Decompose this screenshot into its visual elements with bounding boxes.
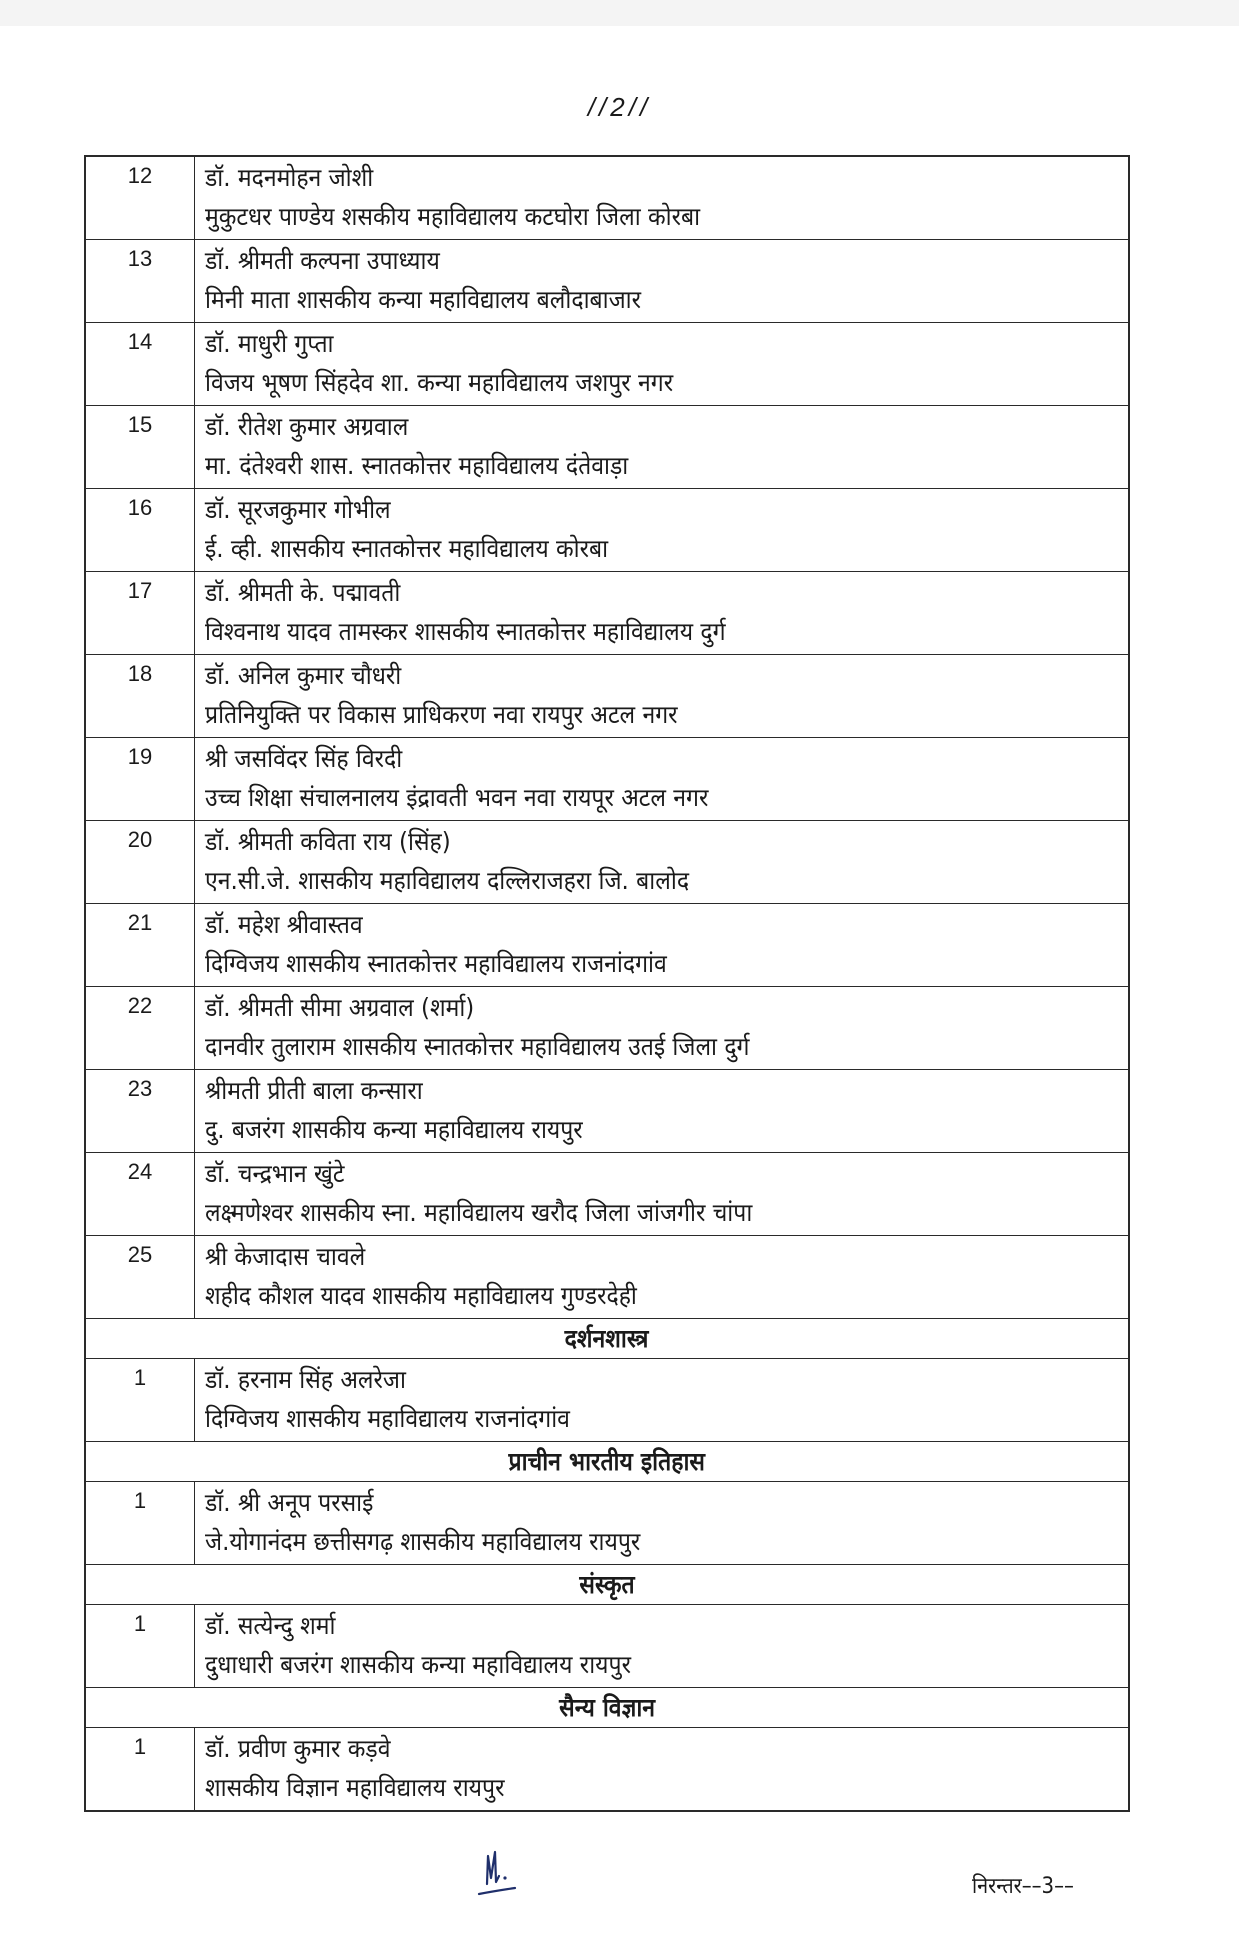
section-title-cell bbox=[85, 1442, 1129, 1482]
serial-number: 21 bbox=[85, 904, 195, 987]
institution-name: विश्वनाथ यादव तामस्कर शासकीय स्नातकोत्तर महाविद्यालय दुर्ग bbox=[205, 617, 726, 646]
person-name: डॉ. मदनमोहन जोशी bbox=[205, 163, 374, 192]
person-name: डॉ. श्रीमती कविता राय (सिंह) bbox=[205, 827, 451, 856]
table-row bbox=[85, 323, 1129, 406]
institution-name: दुधाधारी बजरंग शासकीय कन्या महाविद्यालय रायपुर bbox=[205, 1650, 631, 1679]
page-number-marker: //2// bbox=[587, 92, 652, 122]
table-row bbox=[85, 904, 1129, 987]
serial-number: 25 bbox=[85, 1236, 195, 1319]
person-name: श्री केजादास चावले bbox=[205, 1242, 366, 1271]
person-name: डॉ. महेश श्रीवास्तव bbox=[205, 910, 363, 939]
table-row bbox=[85, 1605, 1129, 1688]
person-name: डॉ. प्रवीण कुमार कड़वे bbox=[205, 1734, 391, 1763]
section-title-cell bbox=[85, 1688, 1129, 1728]
entry-details-cell bbox=[195, 406, 1130, 489]
serial-number: 16 bbox=[85, 489, 195, 572]
person-name: डॉ. श्रीमती के. पद्मावती bbox=[205, 578, 401, 607]
person-name: डॉ. श्रीमती कल्पना उपाध्याय bbox=[205, 246, 440, 275]
serial-number: 22 bbox=[85, 987, 195, 1070]
table-row bbox=[85, 821, 1129, 904]
institution-name: उच्च शिक्षा संचालनालय इंद्रावती भवन नवा रायपूर अटल नगर bbox=[205, 783, 709, 812]
section-title: प्राचीन भारतीय इतिहास bbox=[508, 1447, 706, 1476]
table-row bbox=[85, 572, 1129, 655]
institution-name: दिग्विजय शासकीय स्नातकोत्तर महाविद्यालय राजनांदगांव bbox=[205, 949, 667, 978]
table-row bbox=[85, 987, 1129, 1070]
person-name: डॉ. श्रीमती सीमा अग्रवाल (शर्मा) bbox=[205, 993, 475, 1022]
entry-details-cell bbox=[195, 1359, 1130, 1442]
entry-details-cell bbox=[195, 987, 1130, 1070]
continued-on-page-label: निरन्तर––3–– bbox=[972, 1874, 1074, 1899]
institution-name: दिग्विजय शासकीय महाविद्यालय राजनांदगांव bbox=[205, 1404, 570, 1433]
entry-details-cell bbox=[195, 572, 1130, 655]
section-header-row bbox=[85, 1442, 1129, 1482]
institution-name: शहीद कौशल यादव शासकीय महाविद्यालय गुण्डरदेही bbox=[205, 1281, 637, 1310]
section-header-row bbox=[85, 1688, 1129, 1728]
serial-number: 23 bbox=[85, 1070, 195, 1153]
institution-name: ई. व्ही. शासकीय स्नातकोत्तर महाविद्यालय कोरबा bbox=[205, 534, 609, 563]
institution-name: शासकीय विज्ञान महाविद्यालय रायपुर bbox=[205, 1773, 505, 1802]
section-title-cell bbox=[85, 1565, 1129, 1605]
table-row bbox=[85, 240, 1129, 323]
institution-name: विजय भूषण सिंहदेव शा. कन्या महाविद्यालय जशपुर नगर bbox=[205, 368, 674, 397]
table-body bbox=[85, 156, 1129, 1811]
table-row bbox=[85, 1482, 1129, 1565]
serial-number: 1 bbox=[85, 1482, 195, 1565]
serial-number: 1 bbox=[85, 1728, 195, 1812]
serial-number: 19 bbox=[85, 738, 195, 821]
person-name: डॉ. माधुरी गुप्ता bbox=[205, 329, 334, 358]
person-name: डॉ. हरनाम सिंह अलरेजा bbox=[205, 1365, 406, 1394]
entry-details-cell bbox=[195, 1153, 1130, 1236]
viewer-top-bar bbox=[0, 0, 1239, 26]
table-row bbox=[85, 1359, 1129, 1442]
serial-number: 14 bbox=[85, 323, 195, 406]
entry-details-cell bbox=[195, 821, 1130, 904]
table-row bbox=[85, 655, 1129, 738]
person-name: डॉ. चन्द्रभान खुंटे bbox=[205, 1159, 345, 1188]
table-row bbox=[85, 1728, 1129, 1812]
entry-details-cell bbox=[195, 1728, 1130, 1812]
signature-icon bbox=[475, 1842, 535, 1902]
serial-number: 1 bbox=[85, 1359, 195, 1442]
entry-details-cell bbox=[195, 1070, 1130, 1153]
serial-number: 15 bbox=[85, 406, 195, 489]
table-row bbox=[85, 406, 1129, 489]
person-name: श्रीमती प्रीती बाला कन्सारा bbox=[205, 1076, 423, 1105]
institution-name: मा. दंतेश्वरी शास. स्नातकोत्तर महाविद्यालय दंतेवाड़ा bbox=[205, 451, 629, 480]
serial-number: 12 bbox=[85, 156, 195, 240]
person-name: डॉ. श्री अनूप परसाई bbox=[205, 1488, 374, 1517]
section-title: सैन्य विज्ञान bbox=[559, 1693, 655, 1722]
entry-details-cell bbox=[195, 489, 1130, 572]
person-name: डॉ. सूरजकुमार गोभील bbox=[205, 495, 391, 524]
serial-number: 17 bbox=[85, 572, 195, 655]
serial-number: 1 bbox=[85, 1605, 195, 1688]
entry-details-cell bbox=[195, 156, 1130, 240]
entry-details-cell bbox=[195, 1236, 1130, 1319]
serial-number: 24 bbox=[85, 1153, 195, 1236]
institution-name: लक्ष्मणेश्वर शासकीय स्ना. महाविद्यालय खरौद जिला जांजगीर चांपा bbox=[205, 1198, 753, 1227]
section-header-row bbox=[85, 1565, 1129, 1605]
institution-name: मुकुटधर पाण्डेय शसकीय महाविद्यालय कटघोरा जिला कोरबा bbox=[205, 202, 701, 231]
entry-details-cell bbox=[195, 904, 1130, 987]
entry-details-cell bbox=[195, 240, 1130, 323]
entry-details-cell bbox=[195, 738, 1130, 821]
entry-details-cell bbox=[195, 655, 1130, 738]
table-row bbox=[85, 1153, 1129, 1236]
institution-name: प्रतिनियुक्ति पर विकास प्राधिकरण नवा रायपुर अटल नगर bbox=[205, 700, 678, 729]
table-row bbox=[85, 489, 1129, 572]
section-header-row bbox=[85, 1319, 1129, 1359]
entry-details-cell bbox=[195, 1605, 1130, 1688]
person-name: श्री जसविंदर सिंह विरदी bbox=[205, 744, 403, 773]
entry-details-cell bbox=[195, 323, 1130, 406]
institution-name: मिनी माता शासकीय कन्या महाविद्यालय बलौदाबाजार bbox=[205, 285, 642, 314]
table-row bbox=[85, 738, 1129, 821]
table-row bbox=[85, 156, 1129, 240]
serial-number: 20 bbox=[85, 821, 195, 904]
serial-number: 18 bbox=[85, 655, 195, 738]
institution-name: दु. बजरंग शासकीय कन्या महाविद्यालय रायपुर bbox=[205, 1115, 583, 1144]
section-title: संस्कृत bbox=[579, 1570, 635, 1599]
serial-number: 13 bbox=[85, 240, 195, 323]
person-name: डॉ. सत्येन्दु शर्मा bbox=[205, 1611, 336, 1640]
table-row bbox=[85, 1236, 1129, 1319]
person-name: डॉ. अनिल कुमार चौधरी bbox=[205, 661, 402, 690]
institution-name: दानवीर तुलाराम शासकीय स्नातकोत्तर महाविद्यालय उतई जिला दुर्ग bbox=[205, 1032, 750, 1061]
institution-name: एन.सी.जे. शासकीय महाविद्यालय दल्लिराजहरा जि. बालोद bbox=[205, 866, 690, 895]
nominee-table bbox=[84, 155, 1130, 1812]
person-name: डॉ. रीतेश कुमार अग्रवाल bbox=[205, 412, 409, 441]
entry-details-cell bbox=[195, 1482, 1130, 1565]
section-title: दर्शनशास्त्र bbox=[565, 1324, 649, 1353]
table-row bbox=[85, 1070, 1129, 1153]
section-title-cell bbox=[85, 1319, 1129, 1359]
institution-name: जे.योगानंदम छत्तीसगढ़ शासकीय महाविद्यालय रायपुर bbox=[205, 1527, 641, 1556]
